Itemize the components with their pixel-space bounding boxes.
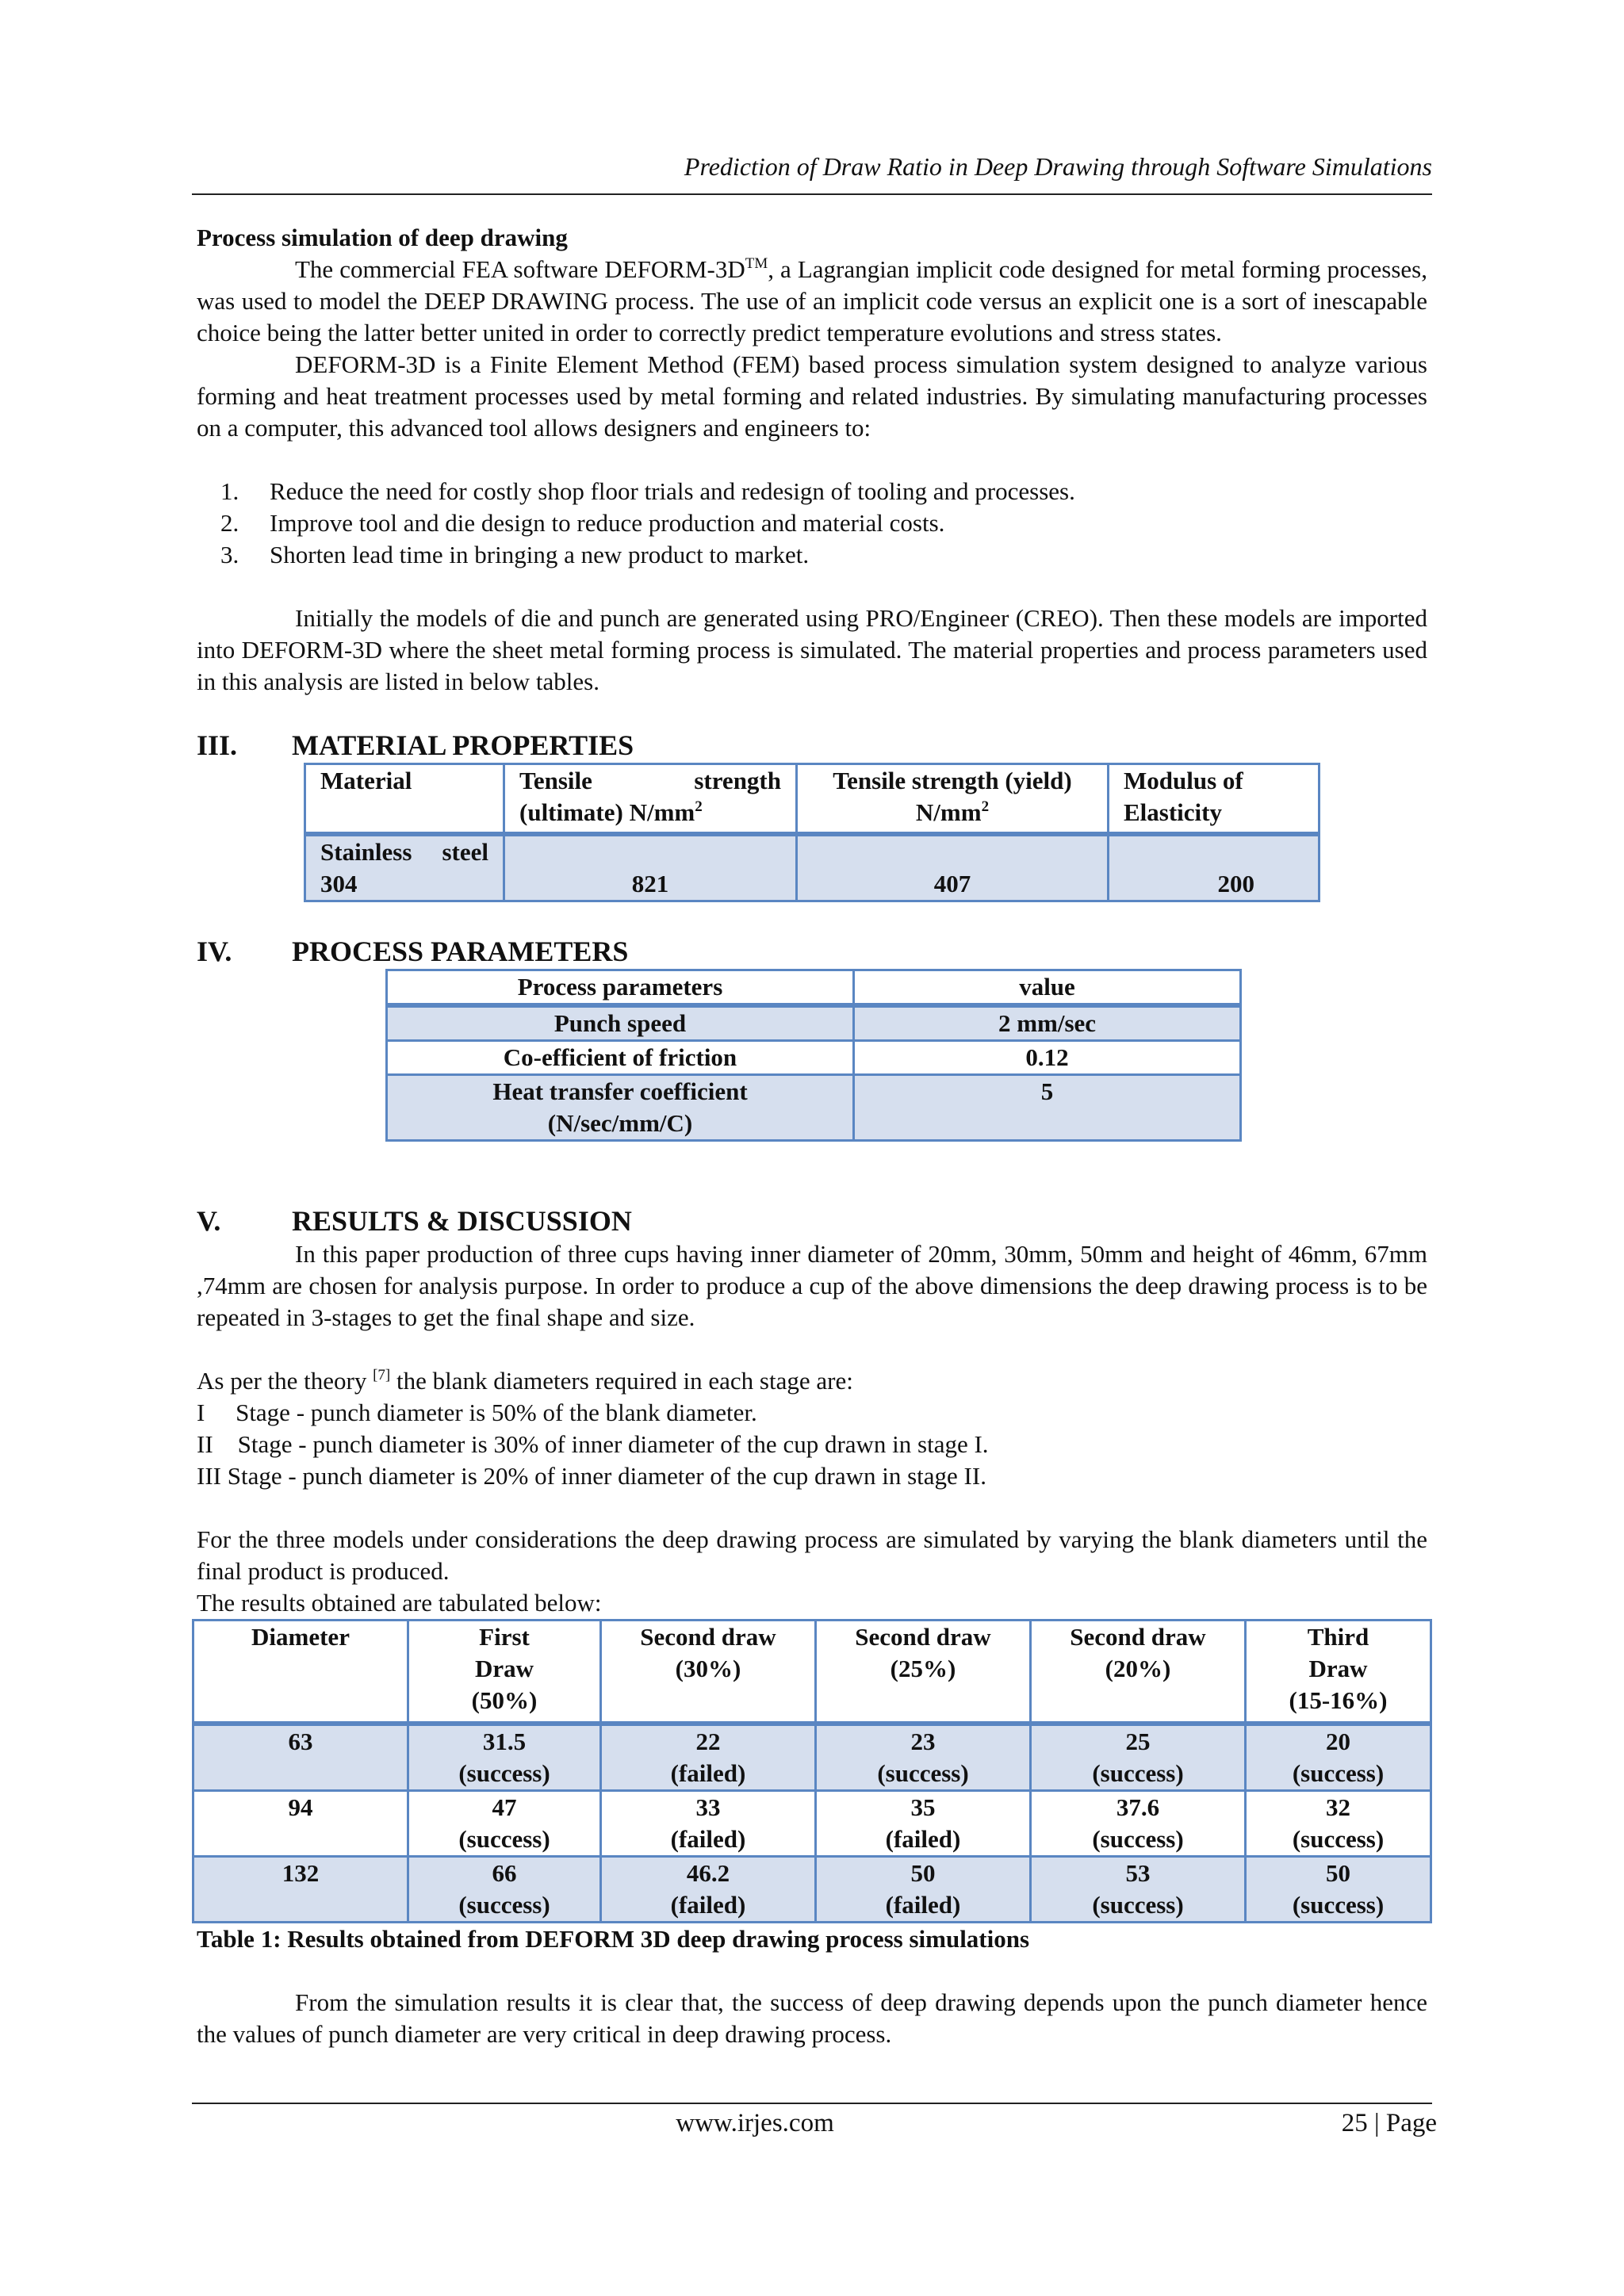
result-cell: 32 (success) (1246, 1791, 1431, 1857)
body-text (197, 222, 1427, 2050)
header-cell: Diameter (193, 1621, 408, 1724)
header-cell: Second draw (25%) (816, 1621, 1031, 1724)
header-cell: Modulus of Elasticity (1109, 764, 1320, 835)
value-cell: 2 mm/sec (854, 1005, 1241, 1041)
result-cell: 53 (success) (1031, 1857, 1246, 1923)
result-cell: 66 (success) (408, 1857, 601, 1923)
header-cell: First Draw (50%) (408, 1621, 601, 1724)
material-properties-table (304, 763, 1320, 902)
header-cell: Tensile strength (yield) $N/mm^2$ (797, 764, 1109, 835)
section-title-results: V. RESULTS & DISCUSSION (197, 1205, 632, 1237)
paragraph-theory: As per the theory [7] the blank diameters required in each stage are: (197, 1367, 853, 1395)
paragraph-results: In this paper production of three cups having inner diameter of 20mm, 30mm, 50mm and height of 46mm, 67mm ,74mm are chosen for analysis purpose. In order to produce a cup of the above dimensions the deep drawing process is to be repeated in 3-stages to get the final shape and size. (197, 1240, 1427, 1331)
header-cell: Tensile strength (ultimate) $N/mm^2$ (504, 764, 797, 835)
paragraph-models: Initially the models of die and punch are generated using PRO/Engineer (CREO). Then these models are imported into DEFORM-3D where the sheet metal forming process is simulated. The material properties and process parameters used in this analysis are listed in below tables. (197, 604, 1427, 695)
header-cell: Second draw (30%) (601, 1621, 816, 1724)
list-item: 3. Shorten lead time in bringing a new product to market. (220, 541, 810, 568)
cell-modulus: 200 (1109, 834, 1320, 901)
diameter-cell: 132 (193, 1857, 408, 1923)
table-row (193, 1724, 1431, 1791)
result-cell: 35 (failed) (816, 1791, 1031, 1857)
header-cell: Process parameters (387, 970, 854, 1006)
result-cell: 37.6 (success) (1031, 1791, 1246, 1857)
param-cell: Co-efficient of friction (387, 1041, 854, 1075)
paragraph-conclusion: From the simulation results it is clear that, the success of deep drawing depends upon the punch diameter hence the values of punch diameter are very critical in deep drawing process. (197, 1988, 1427, 2048)
table-row (193, 1857, 1431, 1923)
value-cell: 0.12 (854, 1041, 1241, 1075)
param-cell: Heat transfer coefficient (N/sec/mm/C) (387, 1075, 854, 1141)
citation: [7] (373, 1367, 391, 1383)
diameter-cell: 63 (193, 1724, 408, 1791)
list-item: 2. Improve tool and die design to reduce production and material costs. (220, 509, 945, 537)
trademark-sup: TM (745, 255, 768, 272)
page-number: 25 | Page (1341, 2109, 1437, 2137)
table-row (387, 1075, 1241, 1141)
paragraph-simulation: For the three models under considerations the deep drawing process are simulated by varying the blank diameters until the final product is produced. (197, 1525, 1427, 1585)
param-cell: Punch speed (387, 1005, 854, 1041)
header-cell: Second draw (20%) (1031, 1621, 1246, 1724)
paragraph-intro: The commercial FEA software DEFORM-3D™, a Lagrangian implicit code designed for metal forming processes, was used to model the DEEP DRAWING process. The use of an implicit code versus an explicit one is a sort of inescapable choice being the latter better united in order to correctly predict temperature evolutions and stress states. (197, 255, 1427, 346)
section-title-material: III. MATERIAL PROPERTIES (197, 729, 634, 761)
paragraph-deform: DEFORM-3D is a Finite Element Method (FEM) based process simulation system designed to analyze various forming and heat treatment processes used by metal forming and related industries. By simulating manufacturing processes on a computer, this advanced tool allows designers and engineers to: (197, 350, 1427, 442)
table-row (387, 1041, 1241, 1075)
header-cell: Material (305, 764, 504, 835)
footer-url[interactable]: www.irjes.com (676, 2109, 834, 2137)
benefits-list (197, 476, 1427, 571)
table-header-row (305, 764, 1320, 835)
table-row (193, 1791, 1431, 1857)
result-cell: 25 (success) (1031, 1724, 1246, 1791)
result-cell: 31.5 (success) (408, 1724, 601, 1791)
stage-line: III Stage - punch diameter is 20% of inner diameter of the cup drawn in stage II. (197, 1462, 986, 1490)
table-row (387, 1005, 1241, 1041)
table-header-row (193, 1621, 1431, 1724)
list-item: 1. Reduce the need for costly shop floor trials and redesign of tooling and processes. (220, 477, 1075, 505)
result-cell: 23 (success) (816, 1724, 1031, 1791)
result-cell: 46.2 (failed) (601, 1857, 816, 1923)
result-cell: 22 (failed) (601, 1724, 816, 1791)
section-title-process: IV. PROCESS PARAMETERS (197, 936, 629, 967)
result-cell: 33 (failed) (601, 1791, 816, 1857)
stage-line: II Stage - punch diameter is 30% of inner diameter of the cup drawn in stage I. (197, 1430, 989, 1458)
table-row (305, 834, 1320, 901)
stage-line: I Stage - punch diameter is 50% of the blank diameter. (197, 1399, 757, 1426)
header-cell: Third Draw (15-16%) (1246, 1621, 1431, 1724)
diameter-cell: 94 (193, 1791, 408, 1857)
header-cell: value (854, 970, 1241, 1006)
table-header-row (387, 970, 1241, 1006)
cell-tensile-yield: 407 (797, 834, 1109, 901)
running-title: Prediction of Draw Ratio in Deep Drawing through Software Simulations (684, 152, 1432, 181)
result-cell: 50 (failed) (816, 1857, 1031, 1923)
result-cell: 20 (success) (1246, 1724, 1431, 1791)
table-caption: Table 1: Results obtained from DEFORM 3D deep drawing process simulations (197, 1925, 1030, 1953)
table-intro: The results obtained are tabulated below: (197, 1589, 602, 1617)
cell-tensile-ultimate: 821 (504, 834, 797, 901)
process-parameters-table (385, 969, 1242, 1142)
result-cell: 50 (success) (1246, 1857, 1431, 1923)
section-heading: Process simulation of deep drawing (197, 224, 568, 251)
cell-material: Stainless steel 304 (305, 834, 504, 901)
value-cell: 5 (854, 1075, 1241, 1141)
header-rule (192, 193, 1432, 195)
footer-rule (192, 2103, 1432, 2104)
results-table (192, 1619, 1432, 1923)
result-cell: 47 (success) (408, 1791, 601, 1857)
